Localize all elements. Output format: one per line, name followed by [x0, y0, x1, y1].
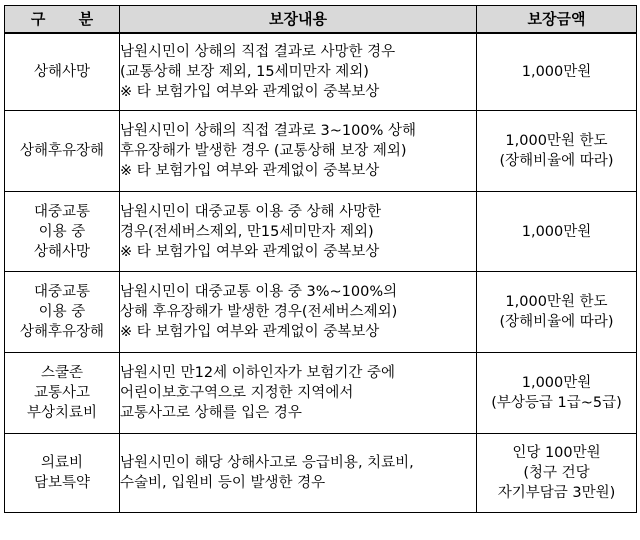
header-row	[5, 6, 637, 34]
content-line: 남원시민 만12세 이하인자가 보험기간 중에	[120, 365, 396, 381]
category-cell	[5, 353, 120, 434]
table-row	[5, 192, 637, 272]
category-line: 교통사고	[33, 385, 91, 401]
category-cell	[5, 111, 120, 192]
amount-line: (장해비율에 따라)	[499, 153, 614, 169]
amount-cell	[477, 33, 637, 111]
amount-line: 1,000만원	[521, 375, 592, 391]
category-cell	[5, 272, 120, 353]
category-line: 상해후유장해	[19, 143, 105, 159]
amount-cell	[477, 434, 637, 513]
content-cell	[120, 434, 477, 513]
content-cell	[120, 353, 477, 434]
category-line: 담보특약	[33, 475, 91, 491]
amount-line: (부상등급 1급~5급)	[491, 395, 622, 411]
content-cell	[120, 111, 477, 192]
category-cell	[5, 33, 120, 111]
amount-line: 1,000만원	[521, 223, 592, 240]
content-cell	[120, 272, 477, 353]
amount-cell	[477, 353, 637, 434]
table-row	[5, 434, 637, 513]
content-line: 남원시민이 상해의 직접 결과로 사망한 경우	[120, 44, 396, 60]
header-category: 구 분	[5, 6, 120, 34]
table-row	[5, 111, 637, 192]
amount-line: (장해비율에 따라)	[499, 314, 614, 330]
header-amount: 보장금액	[477, 6, 637, 34]
category-line: 의료비	[40, 455, 84, 471]
content-line: ※ 타 보험가입 여부와 관계없이 중복보상	[120, 163, 380, 179]
amount-line: (청구 건당	[523, 465, 590, 481]
category-cell	[5, 192, 120, 272]
content-line: 남원시민이 대중교통 이용 중 상해 사망한	[120, 203, 382, 220]
amount-line: 인당 100만원	[512, 445, 601, 461]
content-line: (교통상해 보장 제외, 15세미만자 제외)	[120, 64, 369, 80]
amount-line: 1,000만원 한도	[505, 133, 608, 149]
amount-line: 1,000만원	[521, 64, 592, 80]
header-content: 보장내용	[120, 6, 477, 34]
content-line: 경우(전세버스제외, 만15세미만자 제외)	[120, 223, 374, 240]
amount-cell	[477, 192, 637, 272]
content-line: 어린이보호구역으로 지정한 지역에서	[120, 385, 354, 401]
content-line: ※ 타 보험가입 여부와 관계없이 중복보상	[120, 324, 380, 340]
content-line: 후유장해가 발생한 경우 (교통상해 보장 제외)	[120, 143, 407, 159]
category-line: 이용 중	[38, 223, 86, 240]
content-line: 교통사고로 상해를 입은 경우	[120, 405, 302, 421]
content-line: 남원시민이 대중교통 이용 중 3%~100%의	[120, 284, 398, 300]
content-cell	[120, 33, 477, 111]
content-line: ※ 타 보험가입 여부와 관계없이 중복보상	[120, 84, 380, 100]
amount-cell	[477, 272, 637, 353]
amount-line: 자기부담금 3만원)	[497, 485, 616, 501]
content-line: 상해 후유장해가 발생한 경우(전세버스제외)	[120, 304, 398, 320]
category-line: 대중교통	[33, 203, 91, 220]
content-cell	[120, 192, 477, 272]
category-line: 이용 중	[38, 304, 86, 320]
category-line: 상해후유장해	[19, 324, 105, 340]
category-line: 부상치료비	[26, 405, 98, 421]
table-row	[5, 353, 637, 434]
category-cell	[5, 434, 120, 513]
content-line: 수술비, 입원비 등이 발생한 경우	[120, 475, 326, 491]
content-line: 남원시민이 상해의 직접 결과로 3~100% 상해	[120, 123, 416, 139]
amount-line: 1,000만원 한도	[505, 294, 608, 310]
content-line: 남원시민이 해당 상해사고로 응급비용, 치료비,	[120, 455, 414, 471]
table-row	[5, 33, 637, 111]
category-line: 스쿨존	[40, 365, 84, 381]
category-line: 상해사망	[33, 64, 91, 80]
table-row	[5, 272, 637, 353]
category-line: 대중교통	[33, 284, 91, 300]
content-line: ※ 타 보험가입 여부와 관계없이 중복보상	[120, 243, 380, 260]
coverage-table	[4, 5, 637, 513]
category-line: 상해사망	[33, 243, 91, 260]
amount-cell	[477, 111, 637, 192]
